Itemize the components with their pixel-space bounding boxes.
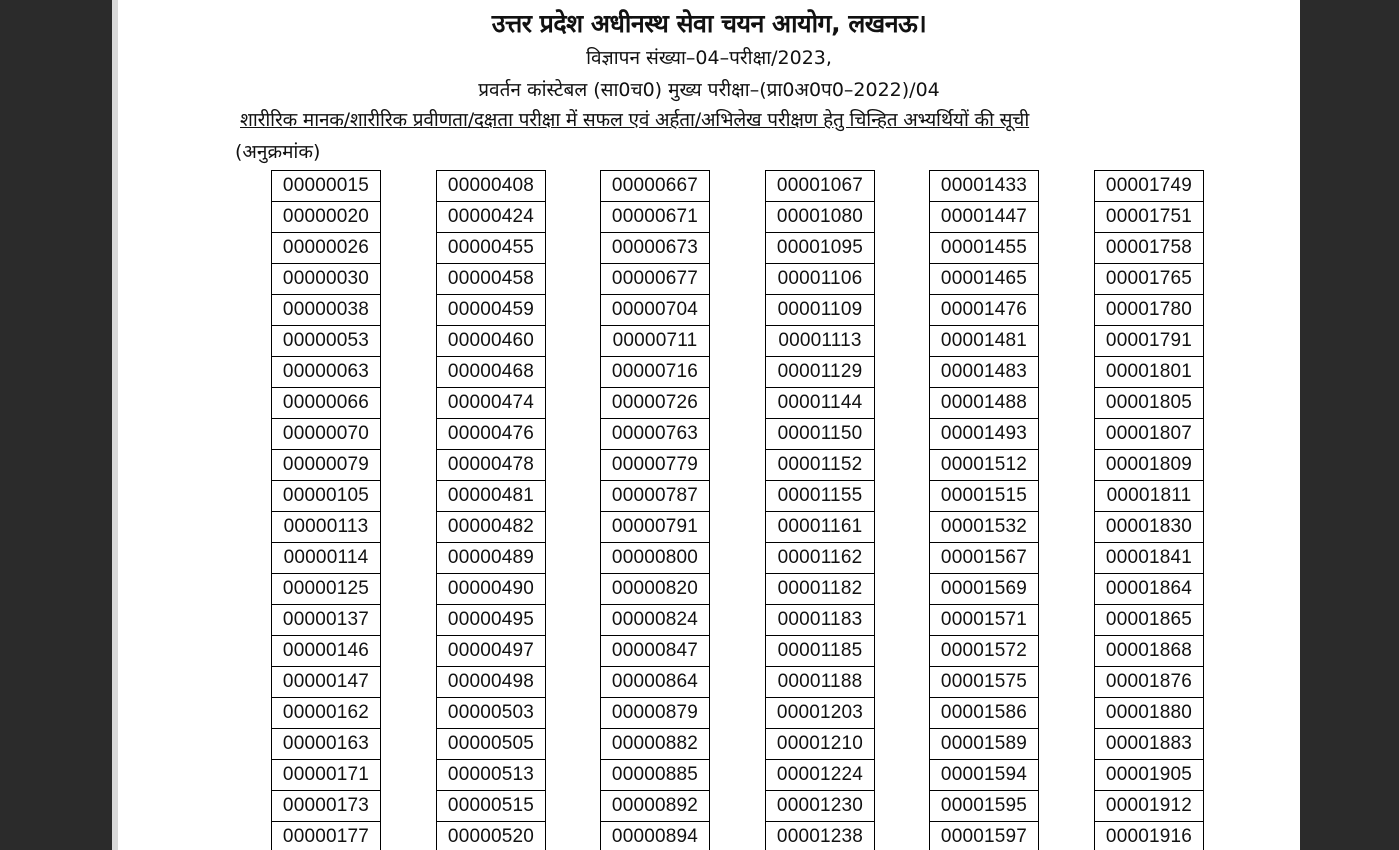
roll-number-cell: 00001447: [929, 202, 1039, 233]
roll-number-cell: 00000163: [271, 729, 381, 760]
roll-number-cell: 00000520: [436, 822, 546, 850]
roll-number-cell: 00000460: [436, 326, 546, 357]
roll-number-cell: 00000495: [436, 605, 546, 636]
roll-number-cell: 00001203: [765, 698, 875, 729]
roll-number-cell: 00001080: [765, 202, 875, 233]
roll-number-cell: 00001811: [1094, 481, 1204, 512]
roll-number-cell: 00001572: [929, 636, 1039, 667]
roll-number-cell: 00000482: [436, 512, 546, 543]
roll-number-cell: 00000505: [436, 729, 546, 760]
roll-number-cell: 00001188: [765, 667, 875, 698]
roll-number-cell: 00001801: [1094, 357, 1204, 388]
roll-number-cell: 00000030: [271, 264, 381, 295]
roll-number-cell: 00001876: [1094, 667, 1204, 698]
roll-number-cell: 00001238: [765, 822, 875, 850]
roll-number-cell: 00001183: [765, 605, 875, 636]
roll-number-cell: 00001589: [929, 729, 1039, 760]
roll-number-cell: 00000481: [436, 481, 546, 512]
roll-number-cell: 00000070: [271, 419, 381, 450]
roll-number-cell: 00000673: [600, 233, 710, 264]
roll-number-cell: 00001109: [765, 295, 875, 326]
roll-number-cell: 00000026: [271, 233, 381, 264]
roll-number-cell: 00001883: [1094, 729, 1204, 760]
roll-number-cell: 00000800: [600, 543, 710, 574]
roll-number-cell: 00001765: [1094, 264, 1204, 295]
roll-number-cell: 00001864: [1094, 574, 1204, 605]
roll-number-cell: 00000820: [600, 574, 710, 605]
roll-number-cell: 00000063: [271, 357, 381, 388]
roll-number-cell: 00000671: [600, 202, 710, 233]
roll-number-cell: 00001161: [765, 512, 875, 543]
roll-number-cell: 00000474: [436, 388, 546, 419]
roll-number-cell: 00001749: [1094, 171, 1204, 202]
roll-number-cell: 00000882: [600, 729, 710, 760]
roll-number-cell: 00000503: [436, 698, 546, 729]
roll-number-cell: 00001150: [765, 419, 875, 450]
roll-number-cell: 00001575: [929, 667, 1039, 698]
roll-number-cell: 00000020: [271, 202, 381, 233]
roll-number-cell: 00001571: [929, 605, 1039, 636]
roll-number-cell: 00000468: [436, 357, 546, 388]
roll-number-cell: 00000677: [600, 264, 710, 295]
roll-number-cell: 00000137: [271, 605, 381, 636]
roll-number-cell: 00001868: [1094, 636, 1204, 667]
roll-number-cell: 00001455: [929, 233, 1039, 264]
roll-number-cell: 00000476: [436, 419, 546, 450]
roll-number-cell: 00000162: [271, 698, 381, 729]
roll-number-cell: 00000177: [271, 822, 381, 850]
roll-number-cell: 00000455: [436, 233, 546, 264]
roll-number-cell: 00001224: [765, 760, 875, 791]
roll-number-cell: 00001880: [1094, 698, 1204, 729]
document-page[interactable]: [112, 0, 1300, 850]
roll-number-cell: 00001113: [765, 326, 875, 357]
roll-number-cell: 00001144: [765, 388, 875, 419]
roll-number-cell: 00001230: [765, 791, 875, 822]
roll-number-cell: 00001805: [1094, 388, 1204, 419]
roll-number-column: [271, 170, 381, 850]
organization-title: उत्तर प्रदेश अधीनस्थ सेवा चयन आयोग, लखनऊ।: [491, 9, 927, 38]
roll-number-cell: 00001182: [765, 574, 875, 605]
roll-number-cell: 00001493: [929, 419, 1039, 450]
roll-number-cell: 00000408: [436, 171, 546, 202]
roll-number-cell: 00000038: [271, 295, 381, 326]
list-title: शारीरिक मानक/शारीरिक प्रवीणता/दक्षता परीक्षा में सफल एवं अर्हता/अभिलेख परीक्षण हेतु चिन्हित अभ्यर्थियों की सूची: [240, 109, 1030, 131]
roll-number-cell: 00001152: [765, 450, 875, 481]
roll-number-cell: 00000779: [600, 450, 710, 481]
roll-number-cell: 00001532: [929, 512, 1039, 543]
roll-number-cell: 00001476: [929, 295, 1039, 326]
roll-number-cell: 00001185: [765, 636, 875, 667]
roll-number-cell: 00001210: [765, 729, 875, 760]
roll-number-cell: 00000864: [600, 667, 710, 698]
roll-number-cell: 00001569: [929, 574, 1039, 605]
roll-number-cell: 00000173: [271, 791, 381, 822]
roll-number-column: [765, 170, 875, 850]
roll-number-cell: 00001597: [929, 822, 1039, 850]
serial-number-label: (अनुक्रमांक): [235, 141, 321, 163]
roll-number-cell: 00000667: [600, 171, 710, 202]
advertisement-number: विज्ञापन संख्या–04–परीक्षा/2023,: [586, 47, 832, 69]
exam-name: प्रवर्तन कांस्टेबल (सा0च0) मुख्य परीक्षा–(प्रा0अ0प0–2022)/04: [478, 79, 940, 101]
roll-number-column: [600, 170, 710, 850]
roll-number-cell: 00000716: [600, 357, 710, 388]
roll-number-column: [436, 170, 546, 850]
roll-number-cell: 00001905: [1094, 760, 1204, 791]
roll-number-cell: 00000147: [271, 667, 381, 698]
roll-number-cell: 00000146: [271, 636, 381, 667]
roll-number-cell: 00000726: [600, 388, 710, 419]
roll-number-column: [1094, 170, 1204, 850]
roll-number-cell: 00000515: [436, 791, 546, 822]
roll-number-cell: 00000497: [436, 636, 546, 667]
roll-number-cell: 00001129: [765, 357, 875, 388]
roll-number-cell: 00000114: [271, 543, 381, 574]
roll-number-cell: 00001465: [929, 264, 1039, 295]
roll-number-cell: 00000894: [600, 822, 710, 850]
roll-number-cell: 00001106: [765, 264, 875, 295]
roll-number-cell: 00001595: [929, 791, 1039, 822]
roll-number-cell: 00000711: [600, 326, 710, 357]
roll-number-cell: 00001809: [1094, 450, 1204, 481]
roll-number-cell: 00000171: [271, 760, 381, 791]
roll-number-cell: 00000424: [436, 202, 546, 233]
roll-number-cell: 00001488: [929, 388, 1039, 419]
roll-number-cell: 00000125: [271, 574, 381, 605]
roll-number-column: [929, 170, 1039, 850]
roll-number-cell: 00000489: [436, 543, 546, 574]
roll-number-cell: 00000763: [600, 419, 710, 450]
roll-number-cell: 00000787: [600, 481, 710, 512]
roll-number-cell: 00001807: [1094, 419, 1204, 450]
roll-number-cell: 00000498: [436, 667, 546, 698]
roll-number-cell: 00001916: [1094, 822, 1204, 850]
roll-number-cell: 00001586: [929, 698, 1039, 729]
roll-number-cell: 00000079: [271, 450, 381, 481]
roll-number-cell: 00000892: [600, 791, 710, 822]
roll-number-cell: 00001067: [765, 171, 875, 202]
roll-number-cell: 00001841: [1094, 543, 1204, 574]
roll-number-cell: 00001095: [765, 233, 875, 264]
roll-number-cell: 00000105: [271, 481, 381, 512]
roll-number-cell: 00000015: [271, 171, 381, 202]
roll-number-cell: 00000824: [600, 605, 710, 636]
roll-number-cell: 00001567: [929, 543, 1039, 574]
roll-number-cell: 00000053: [271, 326, 381, 357]
roll-number-cell: 00000704: [600, 295, 710, 326]
roll-number-cell: 00001433: [929, 171, 1039, 202]
roll-number-cell: 00001512: [929, 450, 1039, 481]
roll-number-cell: 00001515: [929, 481, 1039, 512]
roll-number-cell: 00001594: [929, 760, 1039, 791]
roll-number-cell: 00000879: [600, 698, 710, 729]
roll-number-cell: 00000066: [271, 388, 381, 419]
roll-number-cell: 00000113: [271, 512, 381, 543]
roll-number-cell: 00001865: [1094, 605, 1204, 636]
roll-number-cell: 00000478: [436, 450, 546, 481]
roll-number-cell: 00000791: [600, 512, 710, 543]
roll-number-cell: 00000513: [436, 760, 546, 791]
roll-number-cell: 00001758: [1094, 233, 1204, 264]
roll-number-cell: 00001751: [1094, 202, 1204, 233]
roll-number-cell: 00001912: [1094, 791, 1204, 822]
roll-number-cell: 00001481: [929, 326, 1039, 357]
roll-number-cell: 00001830: [1094, 512, 1204, 543]
roll-number-cell: 00001155: [765, 481, 875, 512]
roll-number-cell: 00000458: [436, 264, 546, 295]
roll-number-cell: 00001483: [929, 357, 1039, 388]
roll-number-cell: 00001791: [1094, 326, 1204, 357]
roll-number-cell: 00000490: [436, 574, 546, 605]
roll-number-cell: 00000885: [600, 760, 710, 791]
roll-number-cell: 00000459: [436, 295, 546, 326]
roll-number-cell: 00001780: [1094, 295, 1204, 326]
roll-number-cell: 00001162: [765, 543, 875, 574]
roll-number-cell: 00000847: [600, 636, 710, 667]
